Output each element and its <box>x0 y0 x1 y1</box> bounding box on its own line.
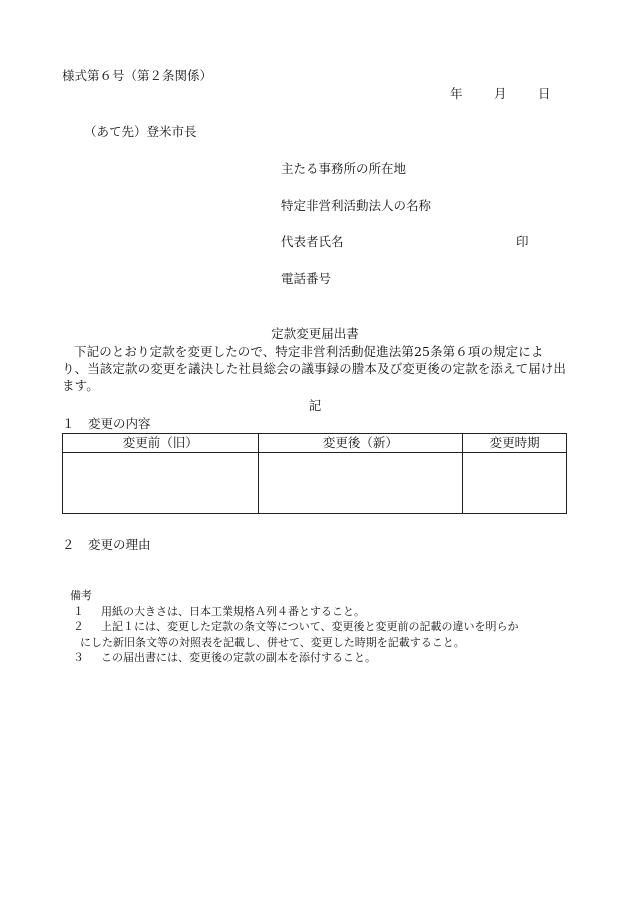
table-row <box>63 453 567 514</box>
change-content-table <box>62 433 567 514</box>
ki-marker: 記 <box>308 398 322 413</box>
section1-number: １ <box>62 416 75 431</box>
date-day-label: 日 <box>538 86 551 101</box>
date-month-label: 月 <box>494 86 507 101</box>
remarks-title: 備考 <box>70 589 92 602</box>
remark-item <box>70 650 519 666</box>
remark-number: ２ <box>73 620 84 633</box>
office-address-label: 主たる事務所の所在地 <box>281 161 407 176</box>
body-paragraph: 下記のとおり定款を変更したので、特定非営利活動促進法第25条第６項の規定により、当該定款の変更を議決した社員総会の議事録の謄本及び変更後の定款を添えて届け出ます。 <box>62 344 567 393</box>
corporation-name-label: 特定非営利活動法人の名称 <box>281 198 432 213</box>
section2-heading <box>62 537 151 552</box>
column-header-before: 変更前（旧） <box>63 434 259 453</box>
remark-item <box>70 619 519 635</box>
remark-text: この届出書には、変更後の定款の副本を添付すること。 <box>101 651 376 664</box>
table-header-row <box>63 434 567 453</box>
form-number: 様式第６号（第２条関係） <box>62 68 213 83</box>
phone-label: 電話番号 <box>281 271 332 286</box>
cell-timing[interactable] <box>463 453 567 514</box>
section1-heading <box>62 416 151 431</box>
remark-text: 上記１には、変更した定款の条文等について、変更後と変更前の記載の違いを明らか <box>101 620 519 633</box>
cell-before[interactable] <box>63 453 259 514</box>
section2-number: ２ <box>62 537 75 552</box>
column-header-timing: 変更時期 <box>463 434 567 453</box>
section1-title: 変更の内容 <box>88 416 151 431</box>
cell-after[interactable] <box>258 453 463 514</box>
remark-number: １ <box>73 604 84 618</box>
remark-continuation: にした新旧条文等の対照表を記載し、併せて、変更した時期を記載すること。 <box>80 635 465 649</box>
section2-title: 変更の理由 <box>88 537 151 552</box>
remarks-block <box>70 588 519 666</box>
representative-label: 代表者氏名 <box>281 234 344 249</box>
column-header-after: 変更後（新） <box>258 434 463 453</box>
date-year-label: 年 <box>450 86 463 101</box>
document-title: 定款変更届出書 <box>271 326 359 341</box>
remark-text: 用紙の大きさは、日本工業規格Ａ列４番とすること。 <box>101 604 365 618</box>
addressee: （あて先）登米市長 <box>84 124 197 139</box>
seal-mark: 印 <box>516 234 529 249</box>
remark-item <box>70 604 519 620</box>
remark-number: ３ <box>73 651 84 664</box>
